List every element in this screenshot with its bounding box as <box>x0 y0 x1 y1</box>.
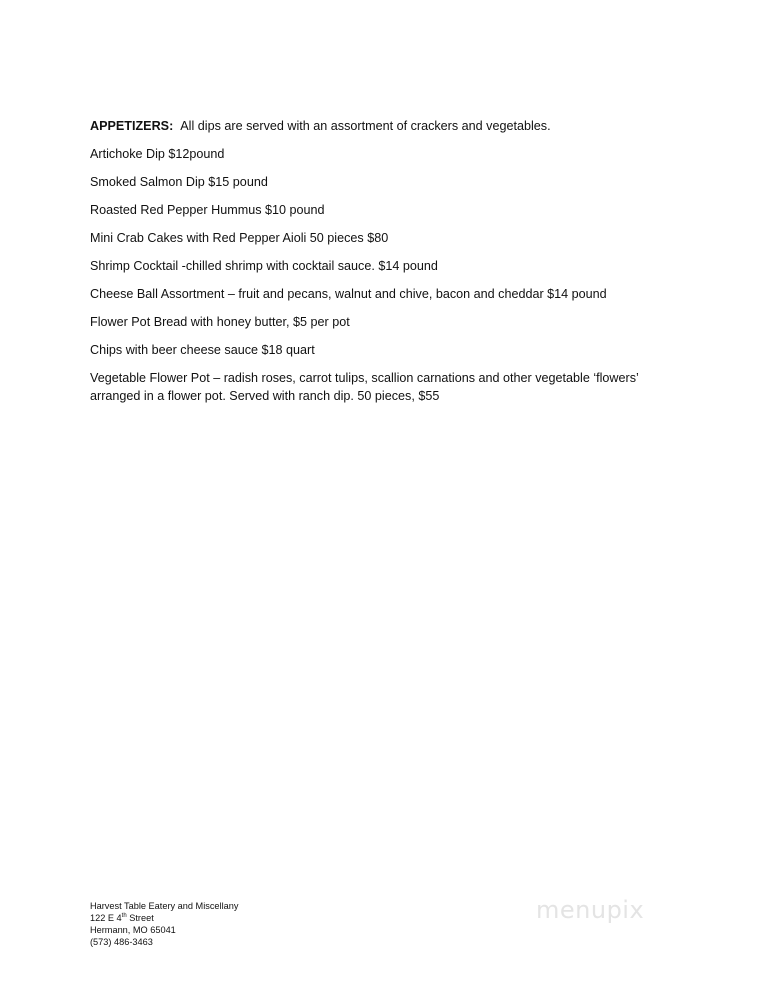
appetizers-heading: APPETIZERS: <box>90 119 174 133</box>
menu-item: Artichoke Dip $12pound <box>90 147 225 161</box>
restaurant-street <box>90 912 238 924</box>
menu-item: Chips with beer cheese sauce $18 quart <box>90 343 315 357</box>
restaurant-city: Hermann, MO 65041 <box>90 925 176 935</box>
menu-item: Mini Crab Cakes with Red Pepper Aioli 50 pieces $80 <box>90 231 389 245</box>
appetizers-intro: All dips are served with an assortment of crackers and vegetables. <box>180 119 551 133</box>
street-suffix: th <box>121 912 127 919</box>
menupix-watermark: menupix <box>536 896 645 924</box>
menu-item-line: arranged in a flower pot. Served with ranch dip. 50 pieces, $55 <box>90 389 440 403</box>
menu-item-line: Vegetable Flower Pot – radish roses, carrot tulips, scallion carnations and other vegetable ‘flowers’ <box>90 371 639 385</box>
menu-item: Cheese Ball Assortment – fruit and pecans, walnut and chive, bacon and cheddar $14 pound <box>90 287 607 301</box>
restaurant-footer <box>90 900 238 948</box>
menu-item-vegetable-flower-pot <box>90 369 670 405</box>
menu-item: Flower Pot Bread with honey butter, $5 per pot <box>90 315 350 329</box>
menu-item: Shrimp Cocktail -chilled shrimp with cocktail sauce. $14 pound <box>90 259 438 273</box>
street-name: Street <box>126 913 154 923</box>
appetizers-section <box>90 117 670 405</box>
menu-item: Roasted Red Pepper Hummus $10 pound <box>90 203 325 217</box>
menu-item: Smoked Salmon Dip $15 pound <box>90 175 268 189</box>
restaurant-phone: (573) 486-3463 <box>90 937 153 947</box>
appetizers-heading-line <box>90 117 670 135</box>
restaurant-name: Harvest Table Eatery and Miscellany <box>90 901 239 911</box>
street-number: 122 E 4 <box>90 913 122 923</box>
